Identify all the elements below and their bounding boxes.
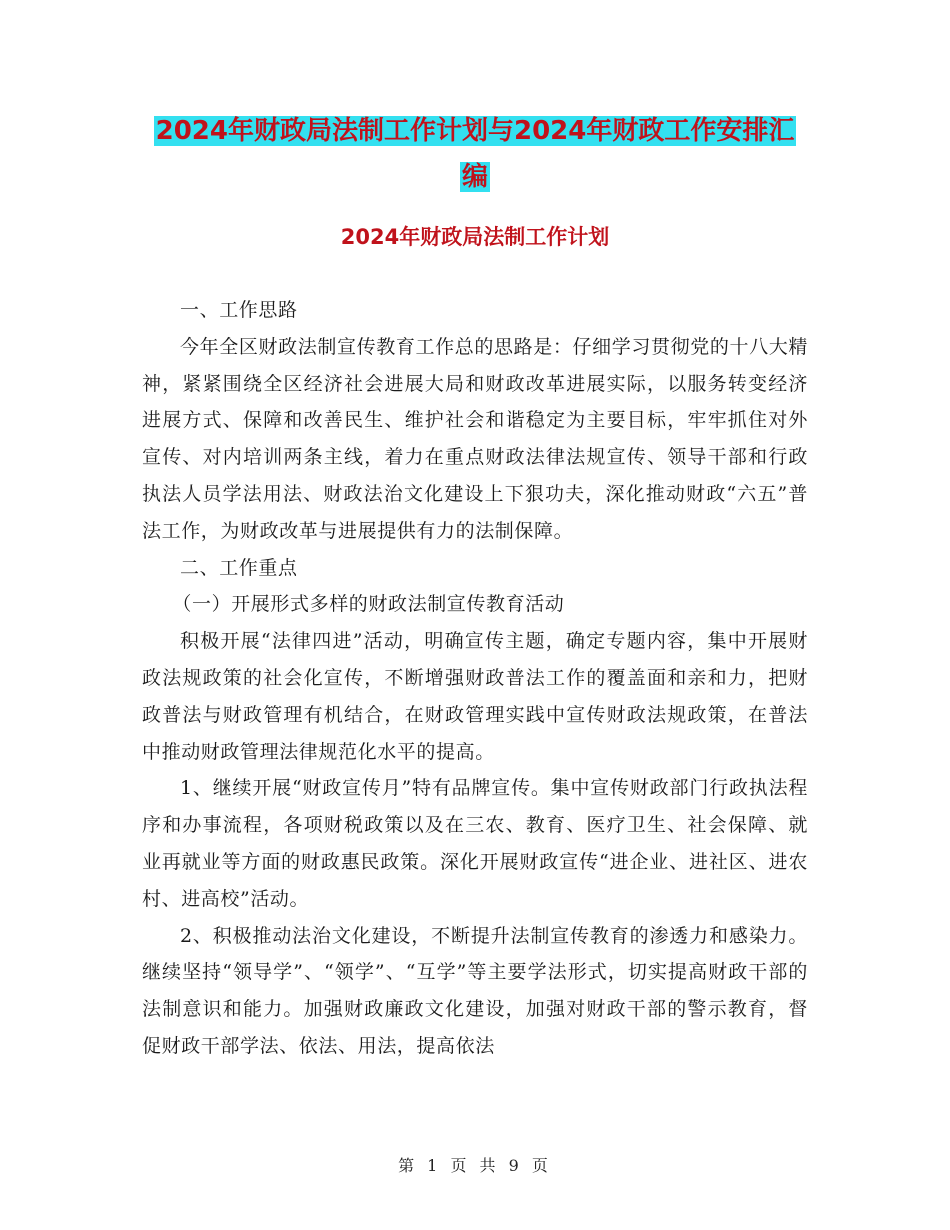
document-title xyxy=(0,108,950,200)
subheading-activities: （一）开展形式多样的财政法制宣传教育活动 xyxy=(172,593,565,616)
heading-work-focus: 二、工作重点 xyxy=(180,556,298,579)
document-title-line-2: 编 xyxy=(461,162,488,192)
document-body xyxy=(142,292,808,1065)
document-title-line-1: 2024年财政局法制工作计划与2024年财政工作安排汇 xyxy=(155,116,795,146)
page-footer: 第 1 页 共 9 页 xyxy=(398,1156,552,1175)
paragraph-item-2: 2、积极推动法治文化建设，不断提升法制宣传教育的渗透力和感染力。继续坚持“领导学”、“领学”、“互学”等主要学法形式，切实提高财政干部的法制意识和能力。加强财政廉政文化建设，加强对财政干部的警示教育，督促财政干部学法、依法、用法，提高依法 xyxy=(142,924,808,1057)
paragraph-four-entries: 积极开展“法律四进”活动，明确宣传主题，确定专题内容，集中开展财政法规政策的社会化宣传，不断增强财政普法工作的覆盖面和亲和力，把财政普法与财政管理有机结合，在财政管理实践中宣传财政法规政策，在普法中推动财政管理法律规范化水平的提高。 xyxy=(142,630,808,763)
section-title: 2024年财政局法制工作计划 xyxy=(340,225,610,249)
heading-work-approach: 一、工作思路 xyxy=(180,299,298,321)
paragraph-item-1: 1、继续开展“财政宣传月”特有品牌宣传。集中宣传财政部门行政执法程序和办事流程，各项财税政策以及在三农、教育、医疗卫生、社会保障、就业再就业等方面的财政惠民政策。深化开展财政宣传“进企业、进社区、进农村、进高校”活动。 xyxy=(142,777,808,910)
paragraph-work-approach: 今年全区财政法制宣传教育工作总的思路是：仔细学习贯彻党的十八大精神，紧紧围绕全区经济社会进展大局和财政改革进展实际，以服务转变经济进展方式、保障和改善民生、维护社会和谐稳定为主要目标，牢牢抓住对外宣传、对内培训两条主线，着力在重点财政法律法规宣传、领导干部和行政执法人员学法用法、财政法治文化建设上下狠功夫，深化推动财政“六五”普法工作，为财政改革与进展提供有力的法制保障。 xyxy=(142,335,808,542)
